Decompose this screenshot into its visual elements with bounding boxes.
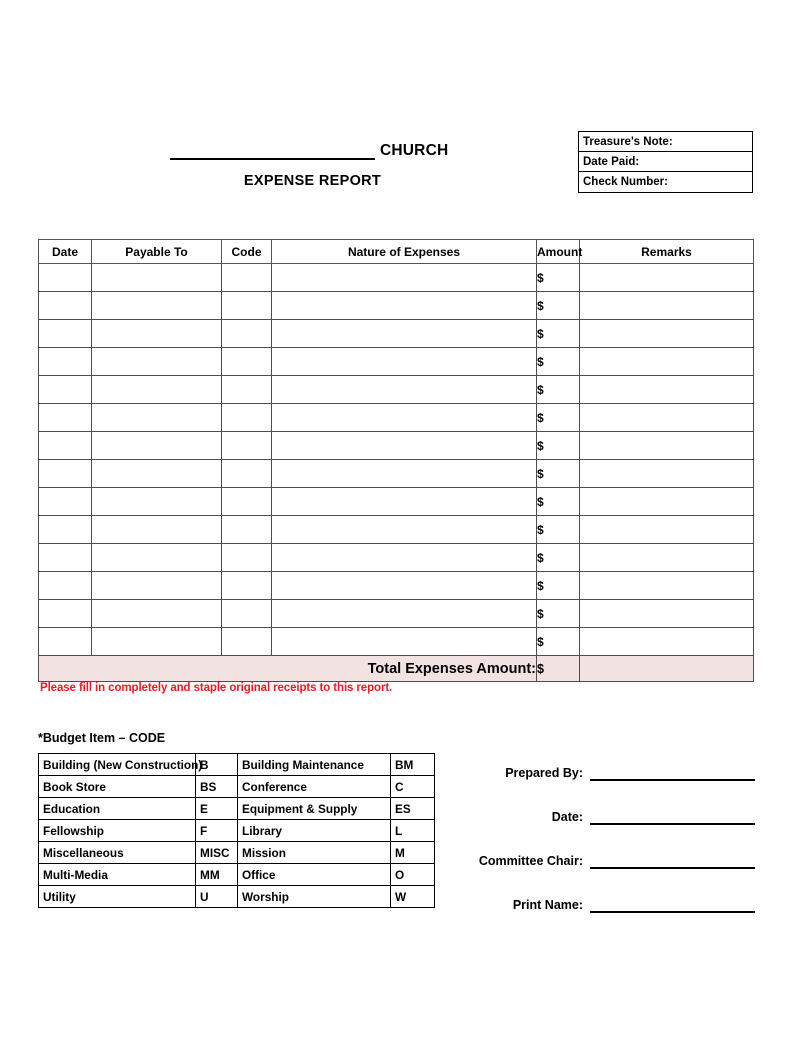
column-header-nature: Nature of Expenses <box>272 240 537 264</box>
signature-block <box>455 752 755 928</box>
expense-table-body <box>39 264 754 656</box>
budget-item-code: F <box>196 820 238 842</box>
cell-code[interactable] <box>222 488 272 516</box>
table-row <box>39 320 754 348</box>
cell-code[interactable] <box>222 432 272 460</box>
signature-row-date <box>455 796 755 825</box>
budget-code-table-body <box>39 754 435 908</box>
cell-amount[interactable]: $ <box>537 292 580 320</box>
column-header-code: Code <box>222 240 272 264</box>
cell-nature[interactable] <box>272 432 537 460</box>
cell-remarks[interactable] <box>580 376 754 404</box>
cell-payable-to[interactable] <box>92 544 222 572</box>
budget-code-row <box>39 886 435 908</box>
budget-item-code: MISC <box>196 842 238 864</box>
treasurer-note-row[interactable] <box>579 132 752 152</box>
cell-payable-to[interactable] <box>92 628 222 656</box>
column-header-remarks: Remarks <box>580 240 754 264</box>
cell-code[interactable] <box>222 460 272 488</box>
budget-code-row <box>39 864 435 886</box>
cell-date[interactable] <box>39 348 92 376</box>
cell-nature[interactable] <box>272 600 537 628</box>
cell-remarks[interactable] <box>580 600 754 628</box>
print-name-label: Print Name: <box>512 898 583 912</box>
cell-remarks[interactable] <box>580 628 754 656</box>
budget-item-code: C <box>391 776 435 798</box>
prepared-by-label: Prepared By: <box>505 766 583 780</box>
cell-nature[interactable] <box>272 488 537 516</box>
committee-chair-input[interactable] <box>590 854 755 869</box>
budget-code-heading: *Budget Item – CODE <box>38 731 166 745</box>
cell-nature[interactable] <box>272 516 537 544</box>
table-row <box>39 376 754 404</box>
church-name-blank-line[interactable] <box>170 139 375 160</box>
cell-nature[interactable] <box>272 348 537 376</box>
cell-payable-to[interactable] <box>92 516 222 544</box>
cell-code[interactable] <box>222 348 272 376</box>
budget-item-code: W <box>391 886 435 908</box>
treasurer-note-label: Treasure's Note: <box>583 135 673 148</box>
cell-remarks[interactable] <box>580 348 754 376</box>
cell-amount[interactable]: $ <box>537 516 580 544</box>
cell-payable-to[interactable] <box>92 488 222 516</box>
budget-item-name: Multi-Media <box>39 864 196 886</box>
column-header-payable-to: Payable To <box>92 240 222 264</box>
table-row <box>39 628 754 656</box>
cell-code[interactable] <box>222 376 272 404</box>
cell-payable-to[interactable] <box>92 432 222 460</box>
table-row <box>39 432 754 460</box>
cell-amount[interactable]: $ <box>537 600 580 628</box>
church-label: CHURCH <box>380 142 449 159</box>
budget-item-code: M <box>391 842 435 864</box>
date-paid-row[interactable] <box>579 152 752 172</box>
budget-code-row <box>39 820 435 842</box>
total-expenses-amount[interactable]: $ <box>537 656 580 682</box>
budget-item-name: Mission <box>238 842 391 864</box>
budget-item-name: Conference <box>238 776 391 798</box>
cell-payable-to[interactable] <box>92 320 222 348</box>
table-row <box>39 600 754 628</box>
cell-nature[interactable] <box>272 628 537 656</box>
budget-item-name: Library <box>238 820 391 842</box>
cell-remarks[interactable] <box>580 432 754 460</box>
cell-nature[interactable] <box>272 404 537 432</box>
budget-code-row <box>39 798 435 820</box>
budget-item-name: Education <box>39 798 196 820</box>
table-row <box>39 292 754 320</box>
cell-code[interactable] <box>222 516 272 544</box>
table-row <box>39 460 754 488</box>
cell-remarks[interactable] <box>580 572 754 600</box>
cell-date[interactable] <box>39 292 92 320</box>
cell-payable-to[interactable] <box>92 600 222 628</box>
table-row <box>39 404 754 432</box>
committee-chair-label: Committee Chair: <box>478 854 583 868</box>
signature-row-committee-chair <box>455 840 755 869</box>
signature-row-print-name <box>455 884 755 913</box>
date-label: Date: <box>551 810 583 824</box>
cell-amount[interactable]: $ <box>537 488 580 516</box>
cell-code[interactable] <box>222 628 272 656</box>
total-remarks-cell[interactable] <box>580 656 754 682</box>
cell-payable-to[interactable] <box>92 292 222 320</box>
column-header-amount: Amount <box>537 240 580 264</box>
cell-nature[interactable] <box>272 264 537 292</box>
cell-remarks[interactable] <box>580 292 754 320</box>
cell-date[interactable] <box>39 628 92 656</box>
budget-code-row <box>39 776 435 798</box>
cell-remarks[interactable] <box>580 488 754 516</box>
budget-item-name: Office <box>238 864 391 886</box>
budget-item-name: Equipment & Supply <box>238 798 391 820</box>
prepared-by-input[interactable] <box>590 766 755 781</box>
cell-amount[interactable]: $ <box>537 432 580 460</box>
cell-remarks[interactable] <box>580 264 754 292</box>
expense-table <box>38 239 754 682</box>
cell-code[interactable] <box>222 544 272 572</box>
cell-code[interactable] <box>222 572 272 600</box>
date-input[interactable] <box>590 810 755 825</box>
budget-code-row <box>39 754 435 776</box>
budget-item-name: Fellowship <box>39 820 196 842</box>
cell-amount[interactable]: $ <box>537 572 580 600</box>
cell-payable-to[interactable] <box>92 264 222 292</box>
cell-code[interactable] <box>222 292 272 320</box>
cell-code[interactable] <box>222 320 272 348</box>
cell-nature[interactable] <box>272 460 537 488</box>
cell-remarks[interactable] <box>580 320 754 348</box>
table-row <box>39 488 754 516</box>
cell-date[interactable] <box>39 320 92 348</box>
cell-amount[interactable]: $ <box>537 404 580 432</box>
budget-item-code: E <box>196 798 238 820</box>
table-row <box>39 516 754 544</box>
cell-nature[interactable] <box>272 544 537 572</box>
budget-item-code: U <box>196 886 238 908</box>
cell-date[interactable] <box>39 460 92 488</box>
budget-code-row <box>39 842 435 864</box>
cell-payable-to[interactable] <box>92 404 222 432</box>
cell-payable-to[interactable] <box>92 376 222 404</box>
cell-date[interactable] <box>39 516 92 544</box>
table-row <box>39 544 754 572</box>
warning-note: Please fill in completely and staple original receipts to this report. <box>40 682 393 694</box>
cell-date[interactable] <box>39 376 92 404</box>
budget-item-name: Building Maintenance <box>238 754 391 776</box>
cell-amount[interactable]: $ <box>537 544 580 572</box>
budget-item-name: Building (New Construction) <box>39 754 196 776</box>
cell-code[interactable] <box>222 600 272 628</box>
print-name-input[interactable] <box>590 898 755 913</box>
date-paid-label: Date Paid: <box>583 155 640 168</box>
church-name-title <box>170 136 455 160</box>
total-expenses-label: Total Expenses Amount: <box>39 656 537 682</box>
budget-item-code: B <box>196 754 238 776</box>
cell-code[interactable] <box>222 264 272 292</box>
cell-remarks[interactable] <box>580 404 754 432</box>
check-number-row[interactable] <box>579 172 752 192</box>
budget-item-code: BM <box>391 754 435 776</box>
table-row <box>39 572 754 600</box>
cell-date[interactable] <box>39 600 92 628</box>
cell-date[interactable] <box>39 572 92 600</box>
check-number-label: Check Number: <box>583 176 668 188</box>
signature-row-prepared-by <box>455 752 755 781</box>
budget-item-code: L <box>391 820 435 842</box>
budget-item-name: Book Store <box>39 776 196 798</box>
budget-item-name: Utility <box>39 886 196 908</box>
table-header-row <box>39 240 754 264</box>
cell-amount[interactable]: $ <box>537 460 580 488</box>
cell-remarks[interactable] <box>580 544 754 572</box>
budget-item-code: O <box>391 864 435 886</box>
cell-date[interactable] <box>39 404 92 432</box>
total-row <box>39 656 754 682</box>
cell-nature[interactable] <box>272 320 537 348</box>
cell-amount[interactable]: $ <box>537 264 580 292</box>
cell-amount[interactable]: $ <box>537 376 580 404</box>
cell-date[interactable] <box>39 488 92 516</box>
budget-item-code: MM <box>196 864 238 886</box>
cell-nature[interactable] <box>272 572 537 600</box>
treasurer-note-box <box>578 131 753 193</box>
budget-item-code: ES <box>391 798 435 820</box>
cell-payable-to[interactable] <box>92 572 222 600</box>
cell-code[interactable] <box>222 404 272 432</box>
cell-nature[interactable] <box>272 292 537 320</box>
cell-amount[interactable]: $ <box>537 320 580 348</box>
budget-code-table <box>38 753 435 908</box>
cell-remarks[interactable] <box>580 460 754 488</box>
cell-amount[interactable]: $ <box>537 348 580 376</box>
cell-payable-to[interactable] <box>92 460 222 488</box>
cell-date[interactable] <box>39 264 92 292</box>
budget-item-code: BS <box>196 776 238 798</box>
budget-item-name: Miscellaneous <box>39 842 196 864</box>
column-header-date: Date <box>39 240 92 264</box>
cell-date[interactable] <box>39 544 92 572</box>
page-title: EXPENSE REPORT <box>243 173 382 189</box>
cell-remarks[interactable] <box>580 516 754 544</box>
cell-date[interactable] <box>39 432 92 460</box>
cell-amount[interactable]: $ <box>537 628 580 656</box>
table-row <box>39 264 754 292</box>
cell-payable-to[interactable] <box>92 348 222 376</box>
cell-nature[interactable] <box>272 376 537 404</box>
table-row <box>39 348 754 376</box>
budget-item-name: Worship <box>238 886 391 908</box>
